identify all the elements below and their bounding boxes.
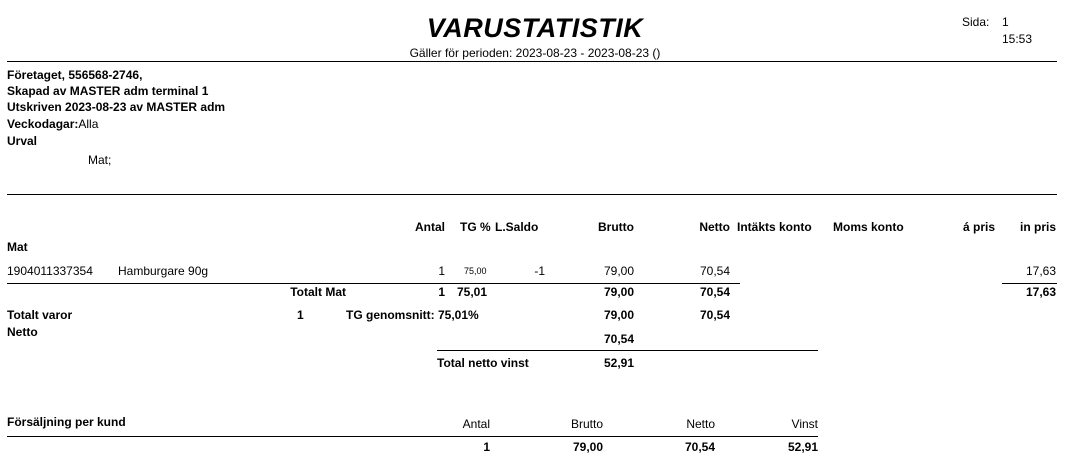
selection-value: Mat; bbox=[88, 153, 112, 167]
group-total-tg: 75,01 bbox=[457, 285, 488, 299]
company-line: Företaget, 556568-2746, bbox=[7, 68, 143, 82]
customer-col-antal: Antal bbox=[462, 417, 490, 431]
customer-col-brutto: Brutto bbox=[570, 417, 603, 431]
info-rule bbox=[7, 194, 1057, 195]
customer-antal: 1 bbox=[483, 440, 490, 454]
summary-vinst-value: 52,91 bbox=[603, 356, 634, 370]
item-lsaldo: -1 bbox=[534, 264, 545, 278]
summary-rule bbox=[437, 350, 818, 351]
col-a-pris: á pris bbox=[962, 220, 995, 234]
col-intakts-konto: Intäkts konto bbox=[737, 220, 812, 234]
selection-label: Urval bbox=[7, 134, 38, 148]
summary-brutto: 79,00 bbox=[603, 308, 634, 322]
item-brutto: 79,00 bbox=[603, 264, 634, 278]
item-tg: 75,00 bbox=[464, 266, 487, 276]
report-title: VARUSTATISTIK bbox=[426, 13, 644, 43]
summary-tg-avg: TG genomsnitt: 75,01% bbox=[346, 308, 479, 322]
created-line: Skapad av MASTER adm terminal 1 bbox=[7, 84, 209, 98]
customer-vinst: 52,91 bbox=[787, 440, 818, 454]
item-netto: 70,54 bbox=[699, 264, 730, 278]
col-in-pris: in pris bbox=[1019, 220, 1056, 234]
summary-netto: 70,54 bbox=[699, 308, 730, 322]
summary-total-label: Totalt varor bbox=[7, 308, 73, 322]
group-total-brutto: 79,00 bbox=[603, 285, 634, 299]
col-netto: Netto bbox=[699, 220, 730, 234]
group-total-in-pris: 17,63 bbox=[1025, 285, 1056, 299]
report-period: Gäller för perioden: 2023-08-23 - 2023-08-23 () bbox=[409, 46, 661, 60]
printed-line: Utskriven 2023-08-23 av MASTER adm bbox=[7, 100, 226, 114]
customer-netto: 70,54 bbox=[684, 440, 715, 454]
weekdays-line bbox=[7, 117, 98, 131]
print-time: 15:53 bbox=[1002, 32, 1033, 46]
customer-col-netto: Netto bbox=[686, 417, 715, 431]
header-rule bbox=[7, 61, 1057, 62]
item-antal: 1 bbox=[438, 264, 445, 278]
col-moms-konto: Moms konto bbox=[833, 220, 904, 234]
page-number: 1 bbox=[1002, 15, 1009, 29]
weekdays-label: Veckodagar: bbox=[7, 117, 79, 131]
col-tg: TG % bbox=[460, 220, 491, 234]
group-rule-left bbox=[7, 283, 740, 284]
customer-brutto: 79,00 bbox=[572, 440, 603, 454]
summary-netto-label: Netto bbox=[7, 325, 38, 339]
customer-rule bbox=[7, 436, 818, 437]
customer-col-vinst: Vinst bbox=[791, 417, 818, 431]
group-rule-right bbox=[1002, 283, 1057, 284]
col-brutto: Brutto bbox=[598, 220, 634, 234]
weekdays-value: Alla bbox=[78, 117, 99, 131]
item-code: 1904011337354 bbox=[7, 264, 93, 278]
item-name: Hamburgare 90g bbox=[118, 264, 209, 278]
page-label: Sida: bbox=[962, 15, 990, 29]
customer-sales-title: Försäljning per kund bbox=[7, 415, 126, 429]
group-total-netto: 70,54 bbox=[699, 285, 730, 299]
item-in-pris: 17,63 bbox=[1025, 264, 1056, 278]
summary-netto-value: 70,54 bbox=[603, 332, 634, 346]
col-antal: Antal bbox=[415, 220, 445, 234]
group-name: Mat bbox=[7, 240, 28, 254]
col-lsaldo: L.Saldo bbox=[495, 220, 539, 234]
summary-vinst-label: Total netto vinst bbox=[437, 356, 529, 370]
group-total-antal: 1 bbox=[438, 285, 445, 299]
group-total-label: Totalt Mat bbox=[290, 285, 346, 299]
summary-total-count: 1 bbox=[297, 308, 304, 322]
